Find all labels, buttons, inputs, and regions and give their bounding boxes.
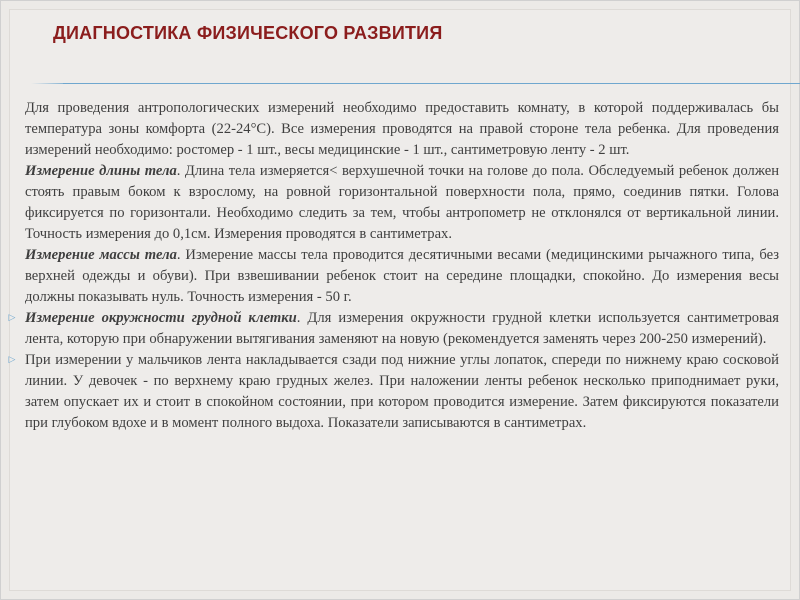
paragraph-body-length <box>25 161 779 245</box>
title-divider <box>63 83 800 84</box>
paragraph-intro <box>25 98 779 161</box>
paragraph-text: Для проведения антропологических измерений необходимо предоставить комнату, в которой поддерживалась бы температура зоны комфорта (22-24°С). Все измерения проводятся на правой стороне тела ребенка. Для проведения измерений необходимо: ростомер - 1 шт., весы медицинские - 1 шт., сантиметровую ленту - 2 шт. <box>25 100 779 158</box>
paragraph-chest-circumference <box>8 308 779 350</box>
slide-body <box>8 98 780 434</box>
paragraph-heading: Измерение длины тела <box>25 163 177 179</box>
paragraph-body-mass <box>25 245 779 308</box>
paragraph-text: . Длина тела измеряется< верхушечной точки на голове до пола. Обследуемый ребенок должен стоять правым боком к взрослому, на ровной горизонтальной поверхности пола, прямо, соединив пятки. Голова фиксируется по горизонтали. Необходимо следить за тем, чтобы антропометр не отклонялся от вертикальной линии. Точность измерения до 0,1см. Измерения проводятся в сантиметрах. <box>25 163 780 242</box>
hollow-arrow-bullet-icon: ▷ <box>8 355 16 365</box>
paragraph-text: . Для измерения окружности грудной клетки используется сантиметровая лента, которую при обнаружении вытягивания заменяют на новую (рекомендуется заменять через 200-250 измерений). <box>25 310 779 347</box>
paragraph-heading: Измерение массы тела <box>25 247 177 263</box>
slide-title: ДИАГНОСТИКА ФИЗИЧЕСКОГО РАЗВИТИЯ <box>53 23 443 43</box>
paragraph-heading: Измерение окружности грудной клетки <box>25 310 297 326</box>
hollow-arrow-bullet-icon: ▷ <box>8 313 16 323</box>
paragraph-text: . Измерение массы тела проводится десятичными весами (медицинскими рычажного типа, без верхней одежды и обуви). При взвешивании ребенок стоит на середине площадки, спокойно. До измерения весы должны показывать нуль. Точность измерения - 50 г. <box>25 247 780 305</box>
paragraph-chest-procedure <box>8 350 779 434</box>
paragraph-text: При измерении у мальчиков лента накладывается сзади под нижние углы лопаток, спереди по нижнему краю сосковой линии. У девочек - по верхнему краю грудных желез. При наложении ленты ребенок несколько приподнимает руки, затем опускает их и стоит в спокойном состоянии, при котором проводится измерение. Затем фиксируются показатели при глубоком вдохе и в момент полного выдоха. Показатели записываются в сантиметрах. <box>25 352 779 431</box>
